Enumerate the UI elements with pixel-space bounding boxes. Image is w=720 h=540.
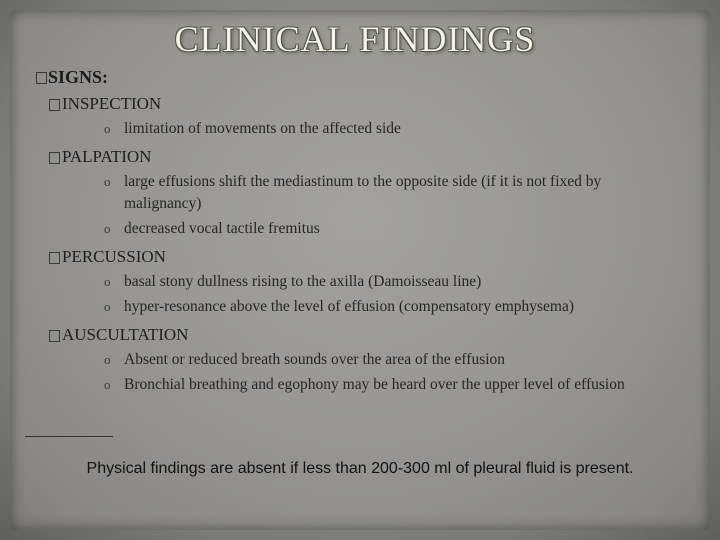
circle-bullet-icon: o <box>104 174 111 189</box>
section-heading-inspection: INSPECTION <box>62 90 678 118</box>
slide-title: CLINICAL FINDINGS <box>174 19 536 59</box>
list-item: o decreased vocal tactile fremitus <box>104 218 678 240</box>
footnote-divider <box>25 436 113 437</box>
circle-bullet-icon: o <box>104 377 111 392</box>
signs-heading <box>48 64 678 90</box>
circle-bullet-icon: o <box>104 121 111 136</box>
section-heading-percussion: PERCUSSION <box>62 243 678 271</box>
section-heading-auscultation: AUSCULTATION <box>62 321 678 349</box>
circle-bullet-icon: o <box>104 221 111 236</box>
footnote: Physical findings are absent if less than 200-300 ml of pleural fluid is present. <box>86 460 634 477</box>
list-item: o basal stony dullness rising to the axilla (Damoisseau line) <box>104 271 678 293</box>
square-bullet-icon <box>49 152 60 164</box>
section-heading-palpation: PALPATION <box>62 143 678 171</box>
signs-label: SIGNS: <box>48 67 109 87</box>
list-item: o hyper-resonance above the level of effusion (compensatory emphysema) <box>104 296 678 318</box>
square-bullet-icon <box>49 99 60 111</box>
slide-body <box>48 64 678 399</box>
list-item: o Bronchial breathing and egophony may be heard over the upper level of effusion <box>104 374 678 396</box>
list-item: o Absent or reduced breath sounds over the area of the effusion <box>104 349 678 371</box>
square-bullet-icon <box>49 330 60 342</box>
circle-bullet-icon: o <box>104 299 111 314</box>
square-bullet-icon <box>36 72 47 84</box>
circle-bullet-icon: o <box>104 274 111 289</box>
circle-bullet-icon: o <box>104 352 111 367</box>
list-item: o limitation of movements on the affected side <box>104 118 678 140</box>
list-item: o large effusions shift the mediastinum to the opposite side (if it is not fixed by malignancy) <box>104 173 602 212</box>
square-bullet-icon <box>49 252 60 264</box>
